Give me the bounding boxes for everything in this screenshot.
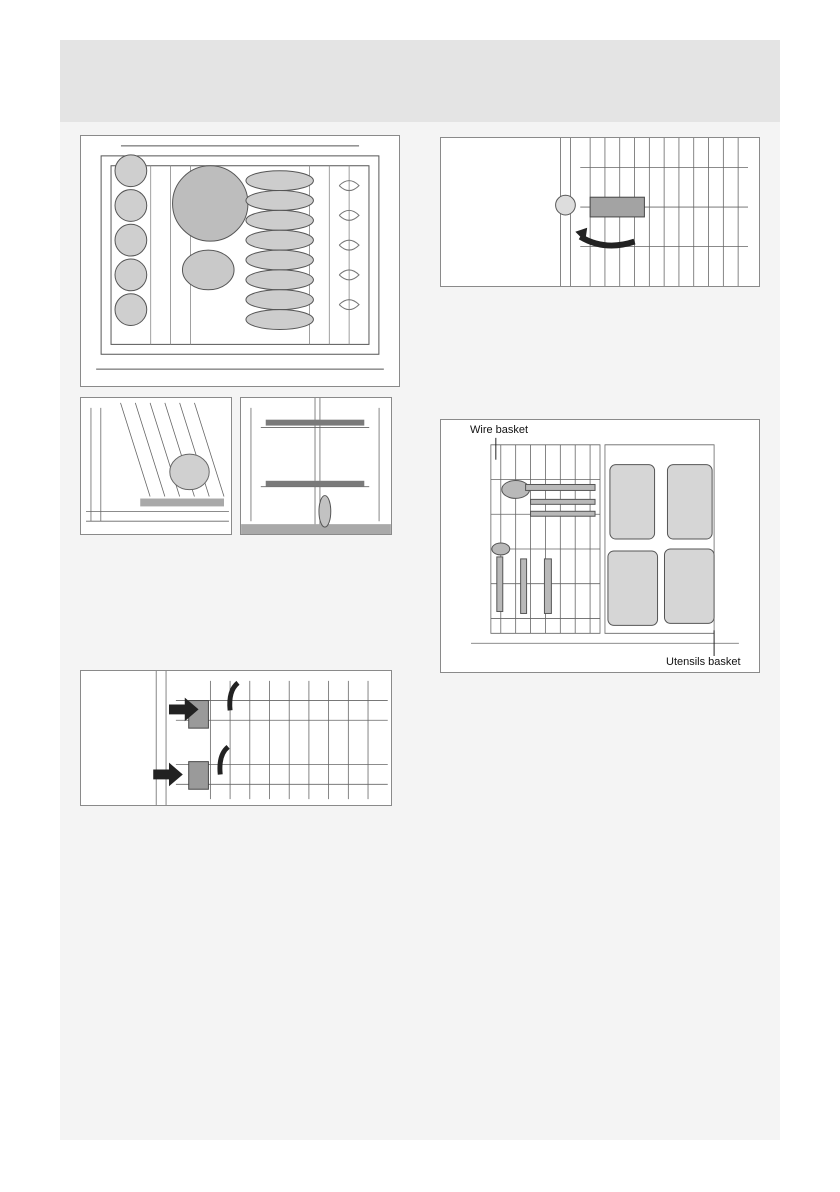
utensils-basket-label: Utensils basket	[666, 656, 741, 668]
tine-release-arrows-illustration	[81, 671, 391, 805]
wire-basket-label: Wire basket	[470, 424, 529, 436]
dish-rack-overview-illustration	[81, 136, 399, 386]
cutlery-tray-illustration	[441, 420, 759, 672]
upper-rack-figure	[80, 135, 400, 387]
rack-lever-figure	[440, 137, 760, 287]
tine-detail-right-figure	[240, 397, 392, 535]
cutlery-tray-figure	[440, 419, 760, 673]
header-band	[60, 40, 780, 122]
tine-release-figure	[80, 670, 392, 806]
tine-detail-left-figure	[80, 397, 232, 535]
cup-shelf-detail-illustration	[241, 398, 391, 534]
rack-adjustment-lever-illustration	[441, 138, 759, 286]
folding-tines-detail-illustration	[81, 398, 231, 534]
